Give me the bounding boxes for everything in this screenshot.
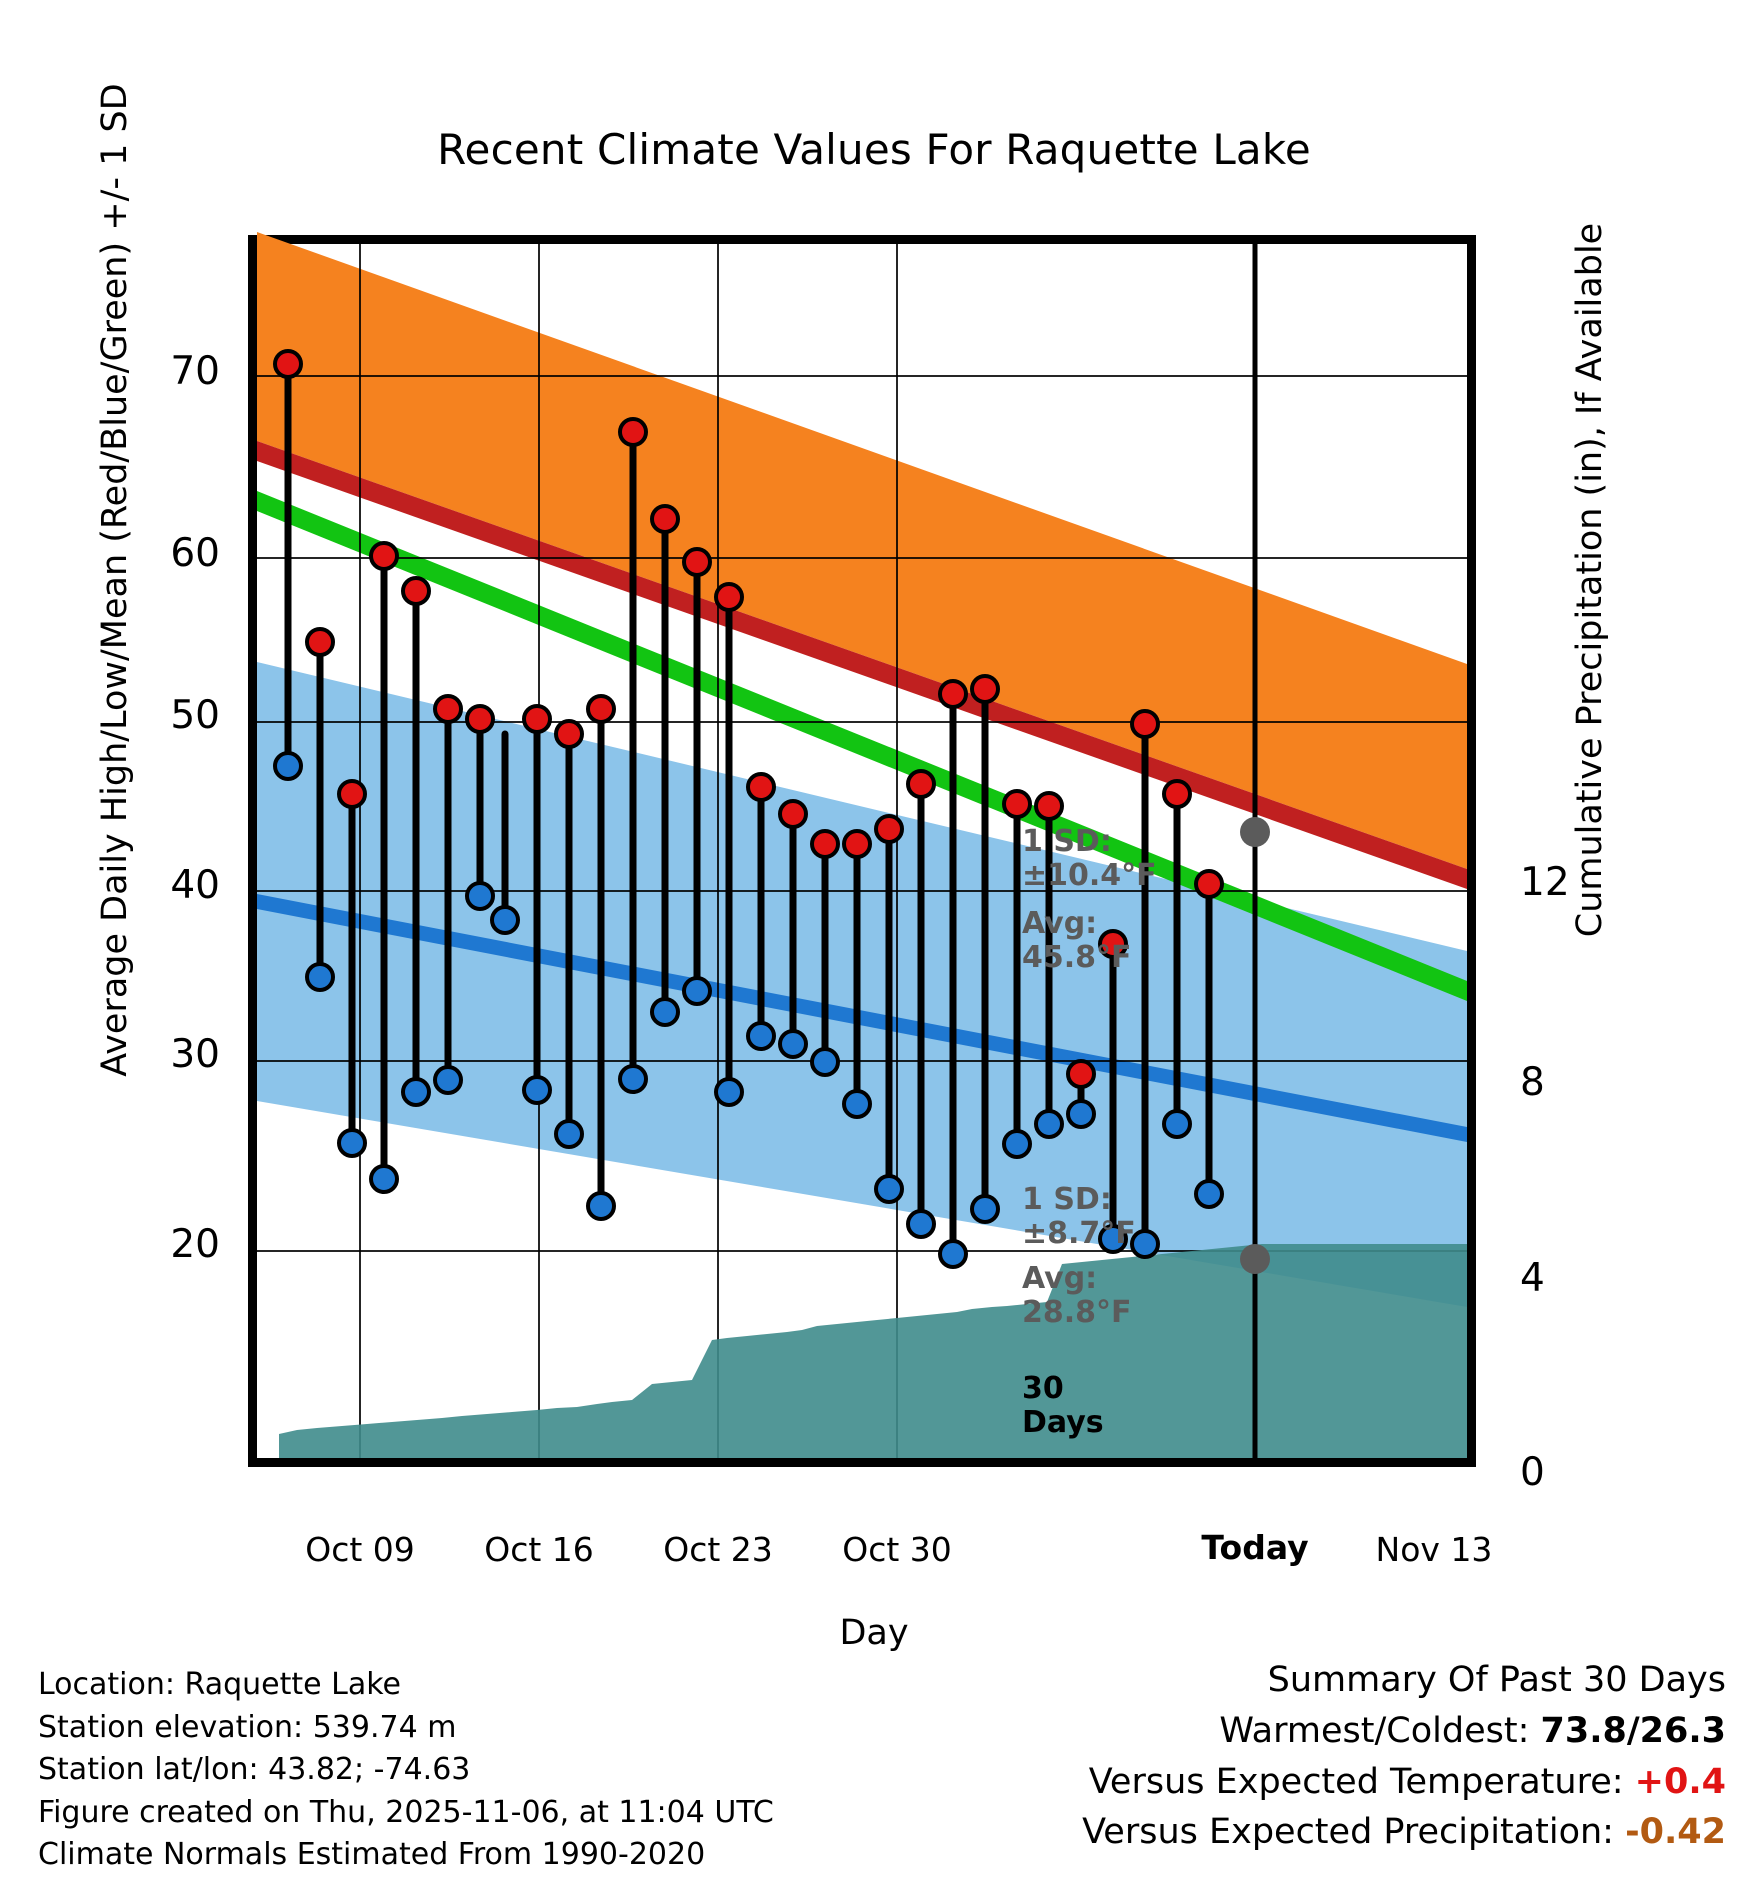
precip-area bbox=[279, 1244, 1467, 1458]
meta-elevation: Station elevation: 539.74 m bbox=[38, 1709, 457, 1745]
y-tick-left-30: 30 bbox=[170, 1032, 220, 1077]
y-axis-label-right: Cumulative Precipitation (in), If Available bbox=[1570, 222, 1610, 938]
summary-panel bbox=[1082, 1655, 1726, 1858]
figure-metadata bbox=[38, 1664, 774, 1877]
y-tick-left-20: 20 bbox=[170, 1222, 220, 1267]
summary-versus-precipitation bbox=[1082, 1807, 1726, 1858]
x-tick-today: Today bbox=[1201, 1528, 1309, 1567]
x-tick-oct-30: Oct 30 bbox=[842, 1530, 952, 1569]
annotation-30-days: 30 Days bbox=[1022, 1371, 1104, 1440]
meta-latlon: Station lat/lon: 43.82; -74.63 bbox=[38, 1752, 471, 1788]
plot-area bbox=[257, 244, 1467, 1458]
y-tick-left-50: 50 bbox=[170, 693, 220, 738]
x-tick-oct-23: Oct 23 bbox=[663, 1530, 773, 1569]
temp-value: +0.4 bbox=[1634, 1761, 1726, 1802]
annotation-low-sd: 1 SD: ±8.7°F bbox=[1022, 1182, 1136, 1251]
precip-label: Versus Expected Precipitation: bbox=[1082, 1812, 1614, 1853]
y-tick-right-0: 0 bbox=[1520, 1450, 1545, 1495]
precip-value: -0.42 bbox=[1625, 1812, 1726, 1853]
y-tick-right-12: 12 bbox=[1520, 860, 1570, 905]
annotation-low-avg: Avg: 28.8°F bbox=[1022, 1261, 1132, 1330]
annotation-high-sd: 1 SD: ±10.4°F bbox=[1022, 824, 1157, 893]
chart-svg bbox=[257, 244, 1467, 1458]
y-axis-label-left: Average Daily High/Low/Mean (Red/Blue/Green) +/- 1 SD bbox=[95, 83, 135, 1077]
y-tick-left-60: 60 bbox=[170, 531, 220, 576]
annotation-high-avg: Avg: 45.8°F bbox=[1022, 906, 1132, 975]
x-tick-oct-09: Oct 09 bbox=[305, 1530, 415, 1569]
warmest-value: 73.8/26.3 bbox=[1540, 1710, 1726, 1751]
chart-title: Recent Climate Values For Raquette Lake bbox=[437, 125, 1311, 174]
summary-warmest-coldest bbox=[1082, 1706, 1726, 1757]
y-tick-left-70: 70 bbox=[170, 349, 220, 394]
y-tick-left-40: 40 bbox=[170, 863, 220, 908]
y-tick-right-8: 8 bbox=[1520, 1060, 1545, 1105]
x-tick-nov-13: Nov 13 bbox=[1375, 1530, 1493, 1569]
warmest-label: Warmest/Coldest: bbox=[1219, 1710, 1530, 1751]
x-axis-label: Day bbox=[839, 1613, 909, 1653]
summary-versus-temperature bbox=[1082, 1757, 1726, 1808]
meta-location: Location: Raquette Lake bbox=[38, 1667, 401, 1702]
y-tick-right-4: 4 bbox=[1520, 1256, 1545, 1301]
temp-label: Versus Expected Temperature: bbox=[1088, 1761, 1624, 1802]
x-tick-oct-16: Oct 16 bbox=[484, 1530, 594, 1569]
summary-title: Summary Of Past 30 Days bbox=[1267, 1660, 1726, 1700]
meta-normals: Climate Normals Estimated From 1990-2020 bbox=[38, 1837, 706, 1873]
meta-created: Figure created on Thu, 2025-11-06, at 11:04 UTC bbox=[38, 1794, 774, 1830]
